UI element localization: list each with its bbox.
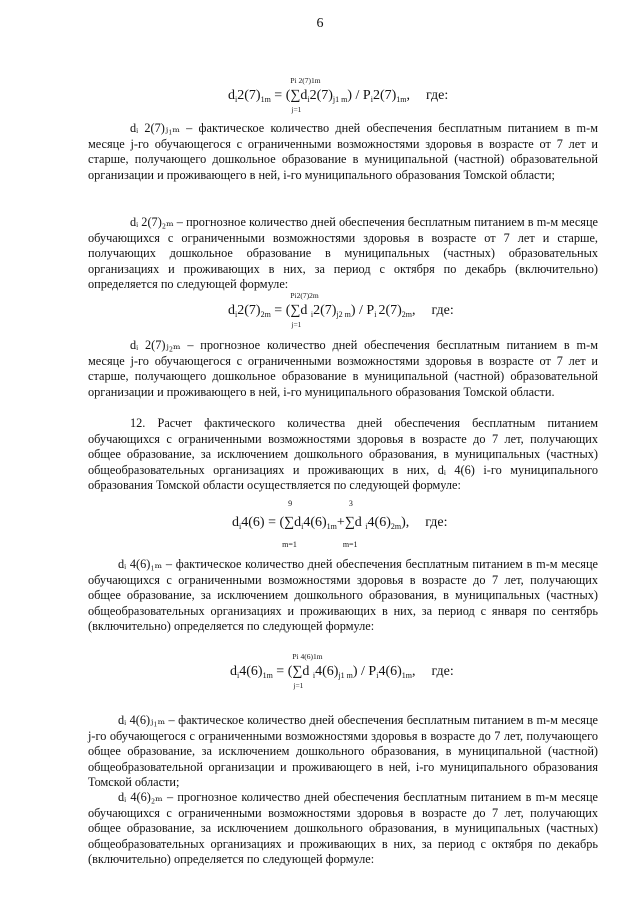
formula-2: $d_i2(7)_{2m}$ = ( Pi2(7)2m ∑ j=1 d $_i2(7)_{j2 m}) / P_i$ $2(7)_{2m}$, где: <box>228 291 454 329</box>
paragraph-definition-5: dᵢ 4(6)ⱼ₁ₘ – фактическое количество дней обеспечения бесплатным питанием в m-м месяце j-го обучающегося с ограниченными возможностями здоровья в возрасте до 7 лет, получающего общее образование, за исключением дошкольного образования, в муниципальной (частной) общеобразовательной организации и проживающего в ней, i-го муниципального образования Томской области; <box>88 713 598 790</box>
paragraph-definition-2: dᵢ 2(7)₂ₘ – прогнозное количество дней обеспечения бесплатным питанием в m-м месяце обучающихся с ограниченными возможностями здоровья в возрасте от 7 лет и старше, получающих дошкольное образование в муниципальных (частных) образовательных организациях и проживающих в них, за период с октября по декабрь (включительно) определяется по следующей формуле: <box>88 215 598 292</box>
paragraph-definition-3: dᵢ 2(7)ⱼ₂ₘ – прогнозное количество дней обеспечения бесплатным питанием в m-м месяце j-го обучающегося с ограниченными возможностями здоровья в возрасте от 7 лет и старше, получающего дошкольное образование в муниципальной (частной) образовательной организации и проживающего в ней, i-го муниципального образования Томской области. <box>88 338 598 399</box>
paragraph-definition-6: dᵢ 4(6)₂ₘ – прогнозное количество дней обеспечения бесплатным питанием в m-м месяце обучающихся с ограниченными возможностями здоровья в возрасте до 7 лет, получающих общее образование, за исключением дошкольного образования, в муниципальных (частных) общеобразовательных организациях и проживающих в них, за период с октября по декабрь (включительно) определяется по следующей формуле: <box>88 790 598 867</box>
summation-sign: 3 ∑ m=1 <box>342 499 358 549</box>
summation-sign: Pi 2(7)1m ∑ j=1 <box>290 76 321 114</box>
summation-sign: Pi2(7)2m ∑ j=1 <box>290 291 319 329</box>
paragraph-definition-1: dᵢ 2(7)ⱼ₁ₘ – фактическое количество дней обеспечения бесплатным питанием в m-м месяце j-го обучающегося с ограниченными возможностями здоровья в возрасте от 7 лет и старше, получающего дошкольное образование в муниципальной (частной) образовательной организации и проживающего в ней, i-го муниципального образования Томской области; <box>88 121 598 182</box>
page-number: 6 <box>316 16 324 31</box>
paragraph-definition-4: dᵢ 4(6)₁ₘ – фактическое количество дней обеспечения бесплатным питанием в m-м месяце обучающихся с ограниченными возможностями здоровья в возрасте до 7 лет, получающих общее образование, за исключением дошкольного образования, в муниципальных (частных) общеобразовательных организациях и проживающих в них, за период с января по сентябрь (включительно) определяется по следующей формуле: <box>88 557 598 634</box>
paragraph-12: 12. Расчет фактического количества дней обеспечения бесплатным питанием обучающихся с ограниченными возможностями здоровья в возрасте до 7 лет, получающих общее образование, за исключением дошкольного образования, в муниципальных (частных) общеобразовательных организациях и проживающих в них, dᵢ 4(6) i-го муниципального образования Томской области осуществляется по следующей формуле: <box>88 416 598 493</box>
formula-1: $d_i2(7)_{1m}$ = ( Pi 2(7)1m ∑ j=1 $d_i2(7)_{j1 m}) / P_i2(7)_{1m}$, где: <box>228 76 449 114</box>
summation-sign: Pi 4(6)1m ∑ j=1 <box>292 652 323 690</box>
formula-3: $d_i4(6)$ = ( 9 ∑ m=1 $d_i4(6)_{1m}+$ 3 ∑ m=1 d $_i4(6)_{2m}$), где: <box>232 499 448 549</box>
summation-sign: 9 ∑ m=1 <box>282 499 297 549</box>
formula-4: $d_i4(6)_{1m}$ = ( Pi 4(6)1m ∑ j=1 d $_i4(6)_{j1 m}) / P_i4(6)_{1m}$, где: <box>230 652 454 690</box>
